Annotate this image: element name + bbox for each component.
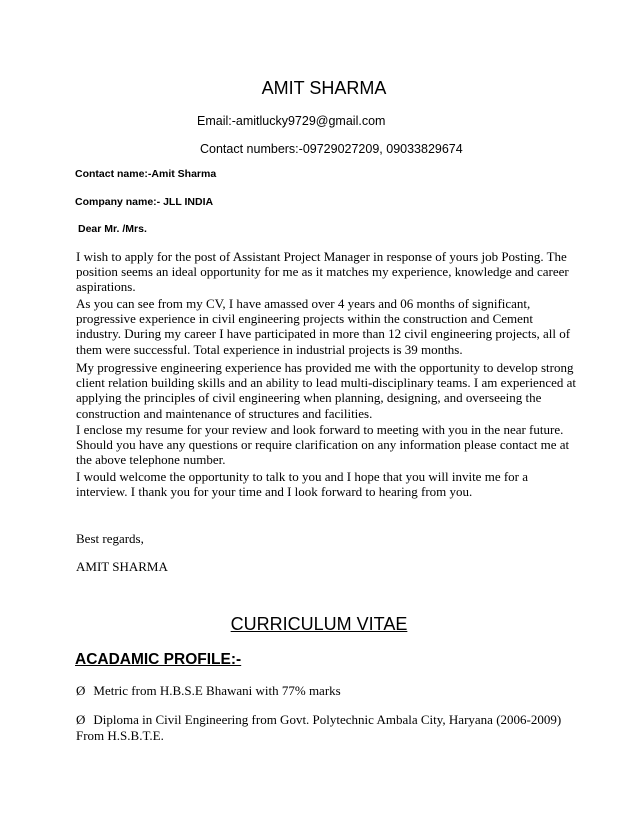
- signature-name: AMIT SHARMA: [76, 559, 168, 574]
- academic-item: [76, 683, 576, 699]
- arrow-bullet-icon: Ø: [76, 712, 86, 727]
- letter-paragraph-5: I would welcome the opportunity to talk to you and I hope that you will invite me for a interview. I thank you for your time and I look forward to hearing from you.: [76, 469, 529, 500]
- contact-name-line: Contact name:-Amit Sharma: [75, 168, 217, 180]
- cv-title-heading: [0, 614, 638, 635]
- salutation: Dear Mr. /Mrs.: [78, 223, 147, 235]
- email-line: Email:-amitlucky9729@gmail.com: [197, 114, 386, 128]
- company-name-line: Company name:- JLL INDIA: [75, 196, 214, 208]
- applicant-name-heading: [0, 78, 638, 99]
- arrow-bullet-icon: Ø: [76, 683, 86, 698]
- academic-item-text: Metric from H.B.S.E Bhawani with 77% marks: [93, 683, 341, 698]
- applicant-name: AMIT SHARMA: [261, 78, 387, 98]
- cv-title: CURRICULUM VITAE: [230, 614, 408, 634]
- letter-paragraph-3: My progressive engineering experience has provided me with the opportunity to develop strong client relation building skills and an ability to lead multi-disciplinary teams. I am experienced at applying the principles of civil engineering when planning, designing, and overseeing the construction and maintenance of structures and facilities.: [76, 360, 576, 421]
- letter-paragraph-1: I wish to apply for the post of Assistant Project Manager in response of yours job Posting. The position seems an ideal opportunity for me as it matches my experience, knowledge and career aspirations.: [76, 249, 569, 295]
- letter-paragraph-2: As you can see from my CV, I have amassed over 4 years and 06 months of significant, progressive experience in civil engineering projects within the construction and Cement industry. During my career I have participated in more than 12 civil engineering projects, all of them were successful. Total experience in industrial projects is 39 months.: [76, 296, 571, 357]
- academic-item: [76, 712, 576, 743]
- academic-profile-heading: ACADAMIC PROFILE:-: [75, 651, 242, 668]
- letter-paragraph-4: I enclose my resume for your review and look forward to meeting with you in the near future. Should you have any questions or require clarification on any information please contact me at the above telephone number.: [76, 422, 570, 468]
- academic-item-text: Diploma in Civil Engineering from Govt. Polytechnic Ambala City, Haryana (2006-2009) From H.S.B.T.E.: [76, 712, 562, 743]
- contact-numbers-line: Contact numbers:-09729027209, 09033829674: [200, 142, 463, 156]
- closing-line: Best regards,: [76, 531, 144, 546]
